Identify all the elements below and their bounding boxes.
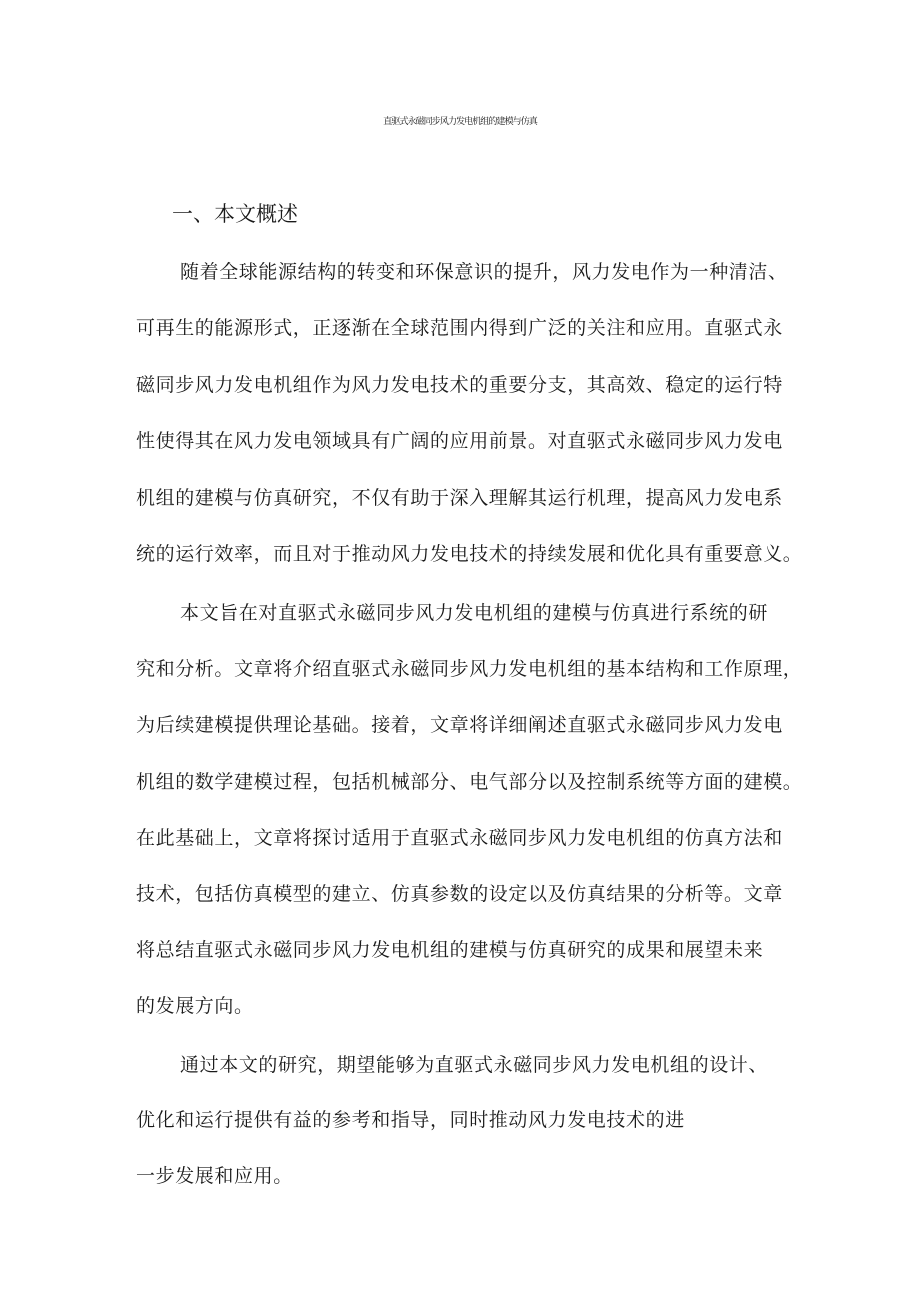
paragraph-1-line-1: 随着全球能源结构的转变和环保意识的提升，风力发电作为一种清洁、 [180,261,788,283]
paragraph-2-line-6: 技术，包括仿真模型的建立、仿真参数的设定以及仿真结果的分析等。文章 [136,883,783,905]
paragraph-2-line-8: 的发展方向。 [136,995,254,1017]
paragraph-2-line-5: 在此基础上，文章将探讨适用于直驱式永磁同步风力发电机组的仿真方法和 [136,827,783,849]
paragraph-1-line-3: 磁同步风力发电机组作为风力发电技术的重要分支，其高效、稳定的运行特 [136,374,783,396]
paragraph-1-line-2: 可再生的能源形式，正逐渐在全球范围内得到广泛的关注和应用。直驱式永 [136,317,783,339]
paragraph-2-line-7: 将总结直驱式永磁同步风力发电机组的建模与仿真研究的成果和展望未来 [136,939,764,961]
paragraph-1-line-6: 统的运行效率，而且对于推动风力发电技术的持续发展和优化具有重要意义。 [136,543,803,565]
paragraph-3-line-2: 优化和运行提供有益的参考和指导，同时推动风力发电技术的进 [136,1109,685,1131]
paragraph-3-line-1: 通过本文的研究，期望能够为直驱式永磁同步风力发电机组的设计、 [180,1054,769,1076]
paragraph-2-line-4: 机组的数学建模过程，包括机械部分、电气部分以及控制系统等方面的建模。 [136,771,803,793]
paragraph-2-line-2: 究和分析。文章将介绍直驱式永磁同步风力发电机组的基本结构和工作原理， [136,658,803,680]
paragraph-1-line-4: 性使得其在风力发电领域具有广阔的应用前景。对直驱式永磁同步风力发电 [136,430,783,452]
paragraph-1-line-5: 机组的建模与仿真研究，不仅有助于深入理解其运行机理，提高风力发电系 [136,487,783,509]
paragraph-2-line-3: 为后续建模提供理论基础。接着，文章将详细阐述直驱式永磁同步风力发电 [136,714,783,736]
document-title: 直驱式永磁同步风力发电机组的建模与仿真 [383,116,537,127]
paragraph-3-line-3: 一步发展和应用。 [136,1165,293,1187]
paragraph-2-line-1: 本文旨在对直驱式永磁同步风力发电机组的建模与仿真进行系统的研 [180,602,769,624]
section-heading: 一、本文概述 [172,202,298,226]
